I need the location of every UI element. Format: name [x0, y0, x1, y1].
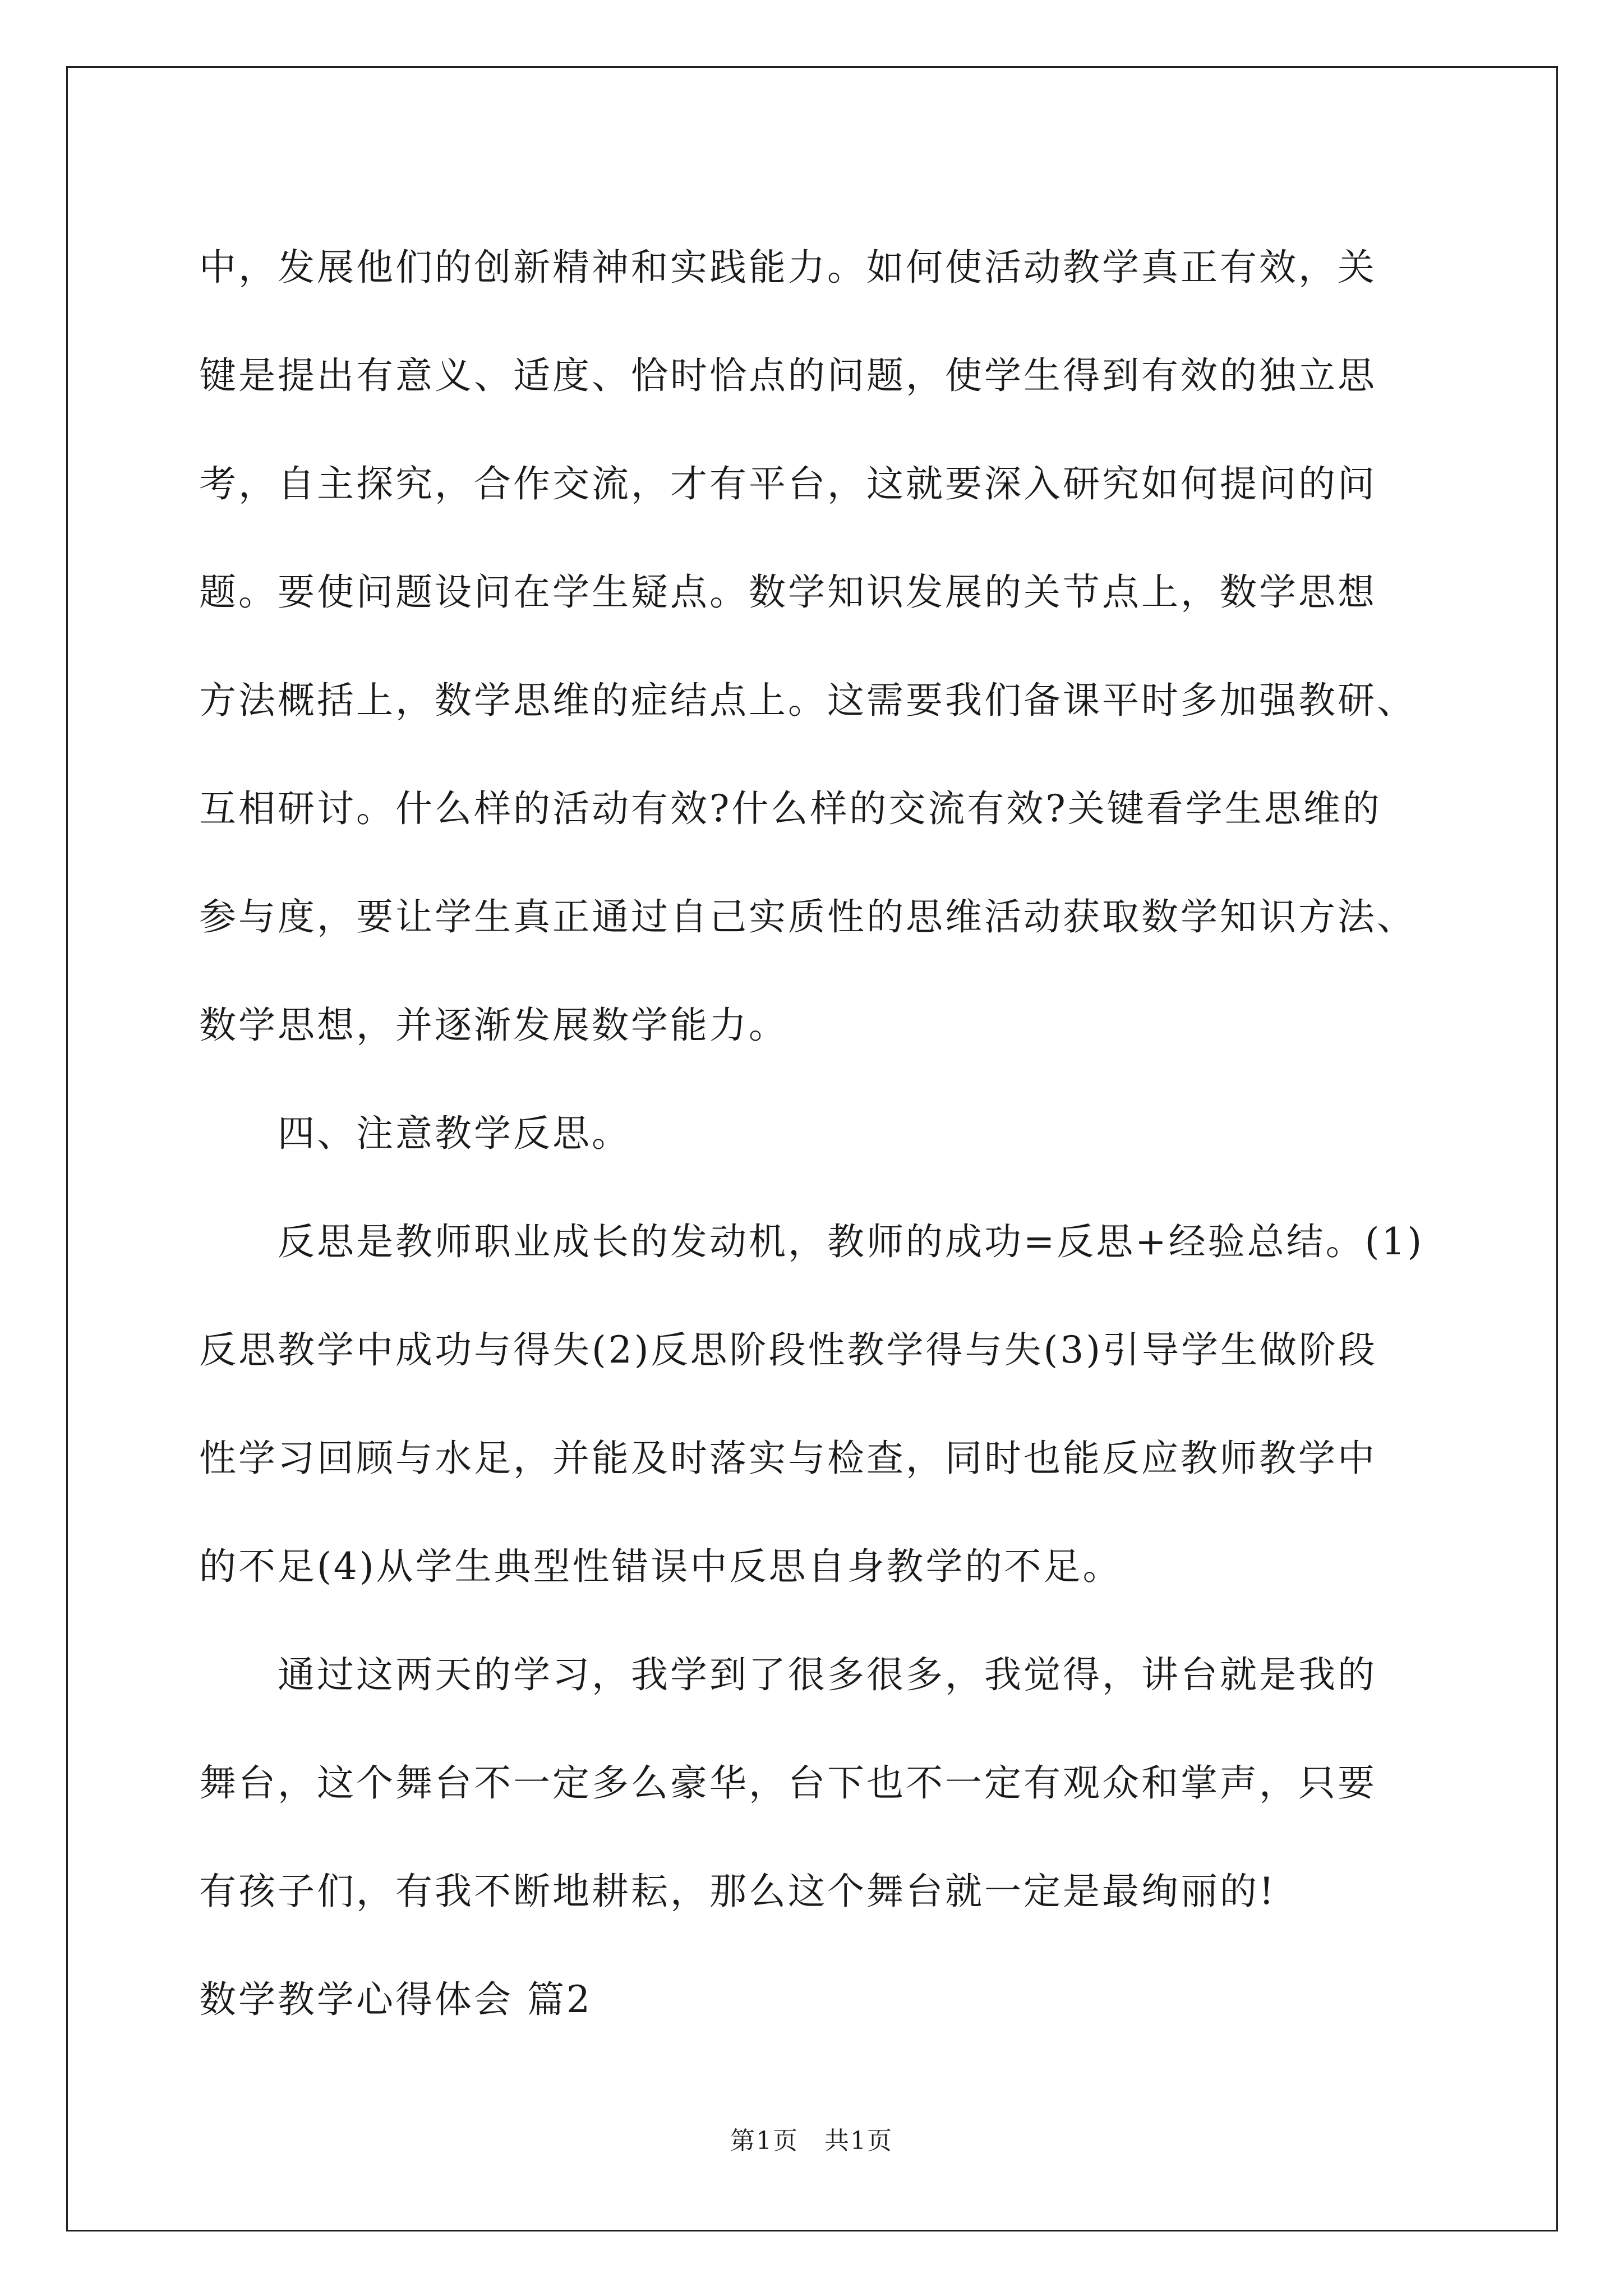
subheading-reflection: 四、注意教学反思。 [278, 1112, 631, 1155]
text-line: 数学思想，并逐渐发展数学能力。 [199, 1004, 788, 1047]
text-line: 的不足(4)从学生典型性错误中反思自身教学的不足。 [199, 1545, 1122, 1588]
section-heading: 数学教学心得体会 篇2 [199, 1978, 592, 2021]
text-line: 方法概括上，数学思维的症结点上。这需要我们备课平时多加强教研、 [199, 679, 1416, 722]
text-line: 考，自主探究，合作交流，才有平台，这就要深入研究如何提问的问 [199, 462, 1377, 505]
text-line: 中，发展他们的创新精神和实践能力。如何使活动教学真正有效，关 [199, 246, 1377, 289]
text-line: 反思是教师职业成长的发动机，教师的成功=反思+经验总结。(1) [278, 1220, 1424, 1263]
text-line: 反思教学中成功与得失(2)反思阶段性教学得与失(3)引导学生做阶段 [199, 1328, 1377, 1372]
text-line: 互相研讨。什么样的活动有效?什么样的交流有效?关键看学生思维的 [199, 787, 1382, 830]
text-line: 通过这两天的学习，我学到了很多很多，我觉得，讲台就是我的 [278, 1653, 1377, 1696]
page-footer [0, 2120, 1623, 2156]
text-line: 题。要使问题设问在学生疑点。数学知识发展的关节点上，数学思想 [199, 570, 1377, 614]
document-body [199, 213, 1433, 2054]
text-line: 性学习回顾与水足，并能及时落实与检查，同时也能反应教师教学中 [199, 1437, 1377, 1480]
text-line: 键是提出有意义、适度、恰时恰点的问题，使学生得到有效的独立思 [199, 354, 1377, 397]
text-line: 有孩子们，有我不断地耕耘，那么这个舞台就一定是最绚丽的! [199, 1870, 1276, 1913]
text-line: 参与度，要让学生真正通过自己实质性的思维活动获取数学知识方法、 [199, 895, 1416, 938]
text-line: 舞台，这个舞台不一定多么豪华，台下也不一定有观众和掌声，只要 [199, 1761, 1377, 1805]
page-number-label: 第1页 共1页 [730, 2127, 893, 2155]
